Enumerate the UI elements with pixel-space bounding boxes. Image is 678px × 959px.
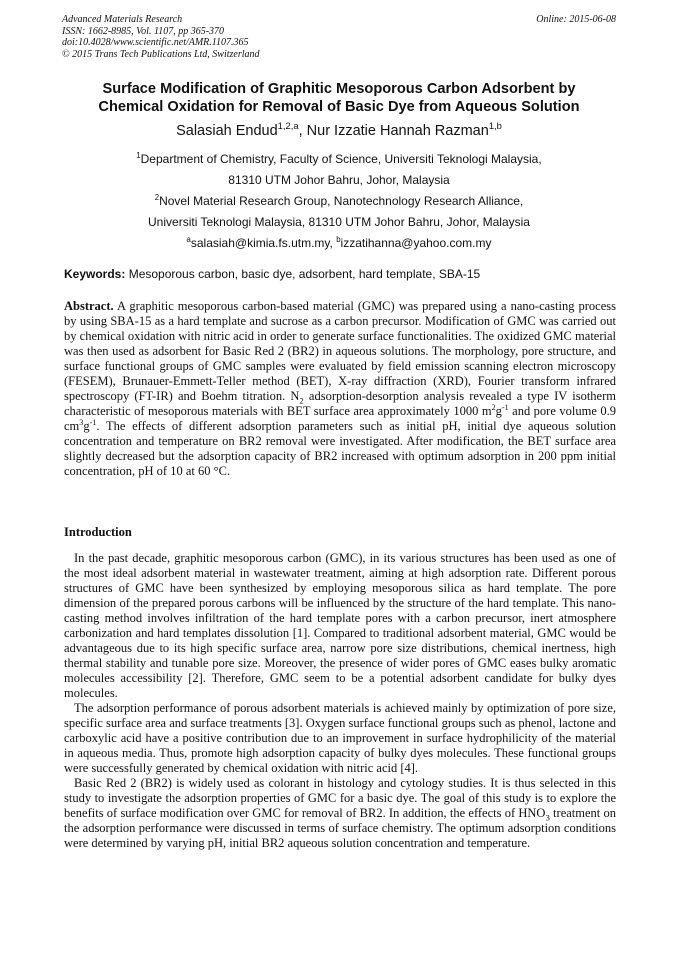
affiliation-2-line-2: Universiti Teknologi Malaysia, 81310 UTM Johor Bahru, Johor, Malaysia bbox=[148, 215, 530, 229]
abstract-sup-1: 2 bbox=[491, 402, 496, 412]
abstract-text-6: . The effects of different adsorption parameters such as initial pH, initial dye aqueous solution concentration and temperature on BR2 removal were investigated. After modification, the BET surface area slightly decreased but the adsorption capacity of BR2 increased with optimum adsorption in 200 ppm initial concentration, pH of 10 at 60 °C. bbox=[64, 419, 616, 478]
keywords bbox=[64, 267, 616, 282]
introduction-section bbox=[64, 525, 616, 851]
intro-p3-sub: 3 bbox=[545, 812, 550, 823]
issn-line: ISSN: 1662-8985, Vol. 1107, pp 365-370 bbox=[62, 25, 225, 37]
doi-line: doi:10.4028/www.scientific.net/AMR.1107.365 bbox=[62, 37, 249, 48]
keywords-label: Keywords: bbox=[64, 267, 126, 281]
email-b-marker: b bbox=[336, 235, 341, 244]
abstract-paragraph bbox=[64, 299, 616, 479]
email-a-marker: a bbox=[186, 235, 191, 244]
author-2-affil-marker: 1,b bbox=[488, 120, 502, 132]
introduction-paragraph-3 bbox=[64, 776, 616, 851]
paper-title bbox=[40, 80, 638, 116]
journal-header bbox=[62, 14, 616, 60]
affiliation-2-line-1 bbox=[40, 191, 638, 212]
introduction-heading: Introduction bbox=[64, 525, 132, 539]
email-b: izzatihanna@yahoo.com.my bbox=[340, 236, 492, 250]
introduction-paragraph-1: In the past decade, graphitic mesoporous carbon (GMC), in its various structures has been used as one of the most ideal adsorbent material in wastewater treatment, aiming at high adsorption rate. Different porous structures of GMC have been synthesized by employing mesoporous silica as hard template. The pore dimension of the prepared porous carbons will be influenced by the structure of the hard template. This nano-casting method involves infiltration of the hard template pores with a carbon precursor, inert atmosphere carbonization and hard templates dissolution [1]. Compared to traditional adsorbent material, GMC would be advantageous due to its high specific surface area, narrow pore size distributions, chemical inertness, high thermal stability and tunable pore size. Moreover, the presence of wider pores of GMC eases bulky aromatic molecules accessibility [2]. Therefore, GMC seem to be a potential adsorbent candidate for bulky dyes molecules. bbox=[64, 551, 616, 700]
abstract-text-5: g bbox=[83, 419, 90, 433]
abstract-text-4: and pore volume 0.9 cm bbox=[64, 404, 616, 433]
affiliation-1-text: Department of Chemistry, Faculty of Science, Universiti Teknologi Malaysia, bbox=[140, 152, 542, 166]
affiliation-2-marker: 2 bbox=[154, 193, 160, 202]
author-list bbox=[40, 122, 638, 140]
author-1-name: Salasiah Endud bbox=[176, 123, 278, 139]
title-line-2: Chemical Oxidation for Removal of Basic Dye from Aqueous Solution bbox=[98, 99, 580, 115]
author-2-name: Nur Izzatie Hannah Razman bbox=[306, 123, 489, 139]
abstract-label: Abstract. bbox=[64, 299, 114, 313]
abstract-sup-2: -1 bbox=[501, 402, 509, 412]
abstract-sub-1: 2 bbox=[299, 395, 304, 406]
journal-name: Advanced Materials Research bbox=[62, 14, 183, 25]
copyright-line: © 2015 Trans Tech Publications Ltd, Switzerland bbox=[62, 48, 260, 60]
abstract-text-2: adsorption-desorption analysis revealed a type IV isotherm characteristic of mesoporous materials with BET surface area approximately 1000 m bbox=[64, 389, 616, 418]
keywords-text: Mesoporous carbon, basic dye, adsorbent, hard template, SBA-15 bbox=[125, 267, 481, 281]
affiliation-1-line-2: 81310 UTM Johor Bahru, Johor, Malaysia bbox=[228, 173, 450, 187]
affiliation-1-line-1 bbox=[40, 149, 638, 170]
abstract-text-1: A graphitic mesoporous carbon-based material (GMC) was prepared using a nano-casting process by using SBA-15 as a hard template and sucrose as a carbon precursor. Modification of GMC was carried out by chemical oxidation with nitric acid in order to generate surface functionalities. The oxidized GMC material was then used as adsorbent for Basic Red 2 (BR2) in aqueous solutions. The morphology, pore structure, and surface functional groups of GMC samples were evaluated by field emission scanning electron microscopy (FESEM), Brunauer-Emmett-Teller method (BET), X-ray diffraction (XRD), Fourier transform infrared spectroscopy (FT-IR) and Boehm titration. N bbox=[64, 299, 616, 403]
introduction-paragraph-2: The adsorption performance of porous adsorbent materials is achieved mainly by optimization of pore size, specific surface area and surface treatments [3]. Oxygen surface functional groups such as phenol, lactone and carboxylic acid have a positive contribution due to an improvement in surface hydrophilicity of the material in aqueous media. Thus, promote high adsorption capacity of bulky dyes molecules. These functional groups were successfully generated by chemical oxidation with nitric acid [4]. bbox=[64, 701, 616, 775]
author-separator: , bbox=[298, 123, 307, 139]
title-line-1: Surface Modification of Graphitic Mesoporous Carbon Adsorbent by bbox=[102, 81, 576, 97]
affiliation-2-text: Novel Material Research Group, Nanotechnology Research Alliance, bbox=[159, 194, 524, 208]
intro-p3-text-1: Basic Red 2 (BR2) is widely used as colorant in histology and cytology studies. It is thus selected in this study to investigate the adsorption properties of GMC for a basic dye. The goal of this study is to explore the benefits of surface modification over GMC for removal of BR2. In addition, the effects of HNO bbox=[64, 776, 616, 820]
email-a: salasiah@kimia.fs.utm.my, bbox=[190, 236, 337, 250]
online-date: Online: 2015-06-08 bbox=[536, 14, 616, 25]
abstract-text-3: g bbox=[495, 404, 502, 418]
abstract-sup-4: -1 bbox=[89, 417, 97, 427]
affiliations bbox=[40, 149, 638, 254]
email-line bbox=[40, 233, 638, 254]
intro-p3-text-2: treatment on the adsorption performance were discussed in terms of surface chemistry. The optimum adsorption conditions were determined by varying pH, initial BR2 aqueous solution concentration and temperature. bbox=[64, 806, 616, 850]
affiliation-1-marker: 1 bbox=[136, 151, 141, 160]
abstract-sup-3: 3 bbox=[79, 417, 84, 427]
abstract bbox=[64, 299, 616, 479]
author-1-affil-marker: 1,2,a bbox=[277, 120, 299, 132]
